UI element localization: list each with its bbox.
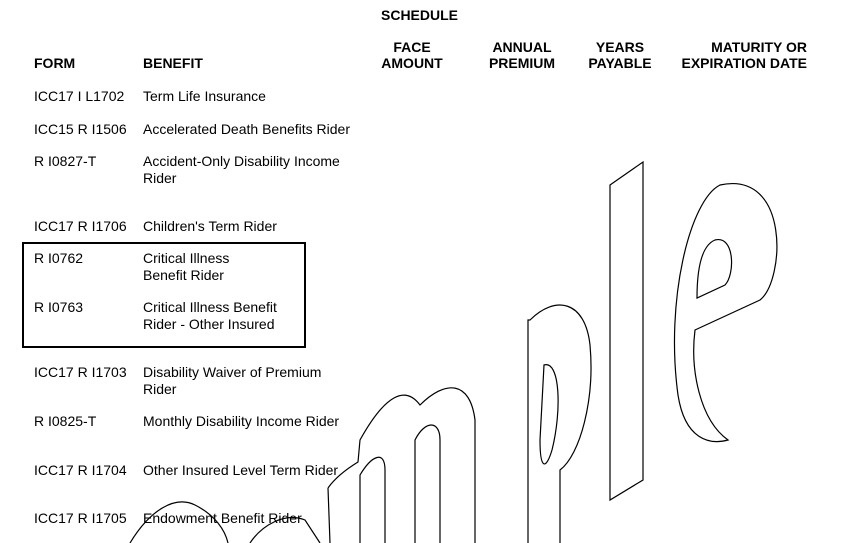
row-benefit-4: Children's Term Rider xyxy=(143,218,277,234)
row-benefit-9: Other Insured Level Term Rider xyxy=(143,462,339,478)
row-benefit-2: Accelerated Death Benefits Rider xyxy=(143,121,350,137)
row-benefit-3-line2: Rider xyxy=(143,170,177,186)
row-benefit-6-line2: Rider - Other Insured xyxy=(143,316,275,332)
header-annual-premium-line1: ANNUAL xyxy=(492,39,552,55)
header-maturity-line1: MATURITY OR xyxy=(711,39,807,55)
header-years-payable-line2: PAYABLE xyxy=(588,55,652,71)
row-benefit-3 xyxy=(143,153,340,187)
row-form-7: ICC17 R I1703 xyxy=(34,364,127,380)
row-benefit-7-line2: Rider xyxy=(143,381,177,397)
row-form-8: R I0825-T xyxy=(34,413,97,429)
schedule-title: SCHEDULE xyxy=(381,7,459,23)
header-years-payable-line1: YEARS xyxy=(595,39,645,55)
header-annual-premium xyxy=(481,39,563,71)
row-form-1: ICC17 I L1702 xyxy=(34,88,125,104)
row-form-9: ICC17 R I1704 xyxy=(34,462,127,478)
row-benefit-5-line2: Benefit Rider xyxy=(143,267,224,283)
row-form-6: R I0763 xyxy=(34,299,84,315)
row-benefit-3-line1: Accident-Only Disability Income xyxy=(143,153,340,169)
row-form-4: ICC17 R I1706 xyxy=(34,218,127,234)
row-benefit-5-line1: Critical Illness xyxy=(143,250,230,266)
row-form-3: R I0827-T xyxy=(34,153,97,169)
row-benefit-10: Endowment Benefit Rider xyxy=(143,510,302,526)
row-benefit-7-line1: Disability Waiver of Premium xyxy=(143,364,322,380)
row-benefit-1: Term Life Insurance xyxy=(143,88,266,104)
header-maturity-date xyxy=(670,39,807,71)
row-benefit-6-line1: Critical Illness Benefit xyxy=(143,299,277,315)
header-benefit: BENEFIT xyxy=(143,55,203,71)
header-annual-premium-line2: PREMIUM xyxy=(488,55,556,71)
header-form: FORM xyxy=(34,55,76,71)
row-benefit-8: Monthly Disability Income Rider xyxy=(143,413,340,429)
header-years-payable xyxy=(580,39,660,71)
header-face-amount xyxy=(372,39,452,71)
row-form-10: ICC17 R I1705 xyxy=(34,510,127,526)
row-form-5: R I0762 xyxy=(34,250,84,266)
header-face-amount-line2: AMOUNT xyxy=(381,55,443,71)
row-form-2: ICC15 R I1506 xyxy=(34,121,127,137)
row-benefit-5 xyxy=(143,250,229,284)
row-benefit-6 xyxy=(143,299,277,333)
header-face-amount-line1: FACE xyxy=(393,39,431,55)
row-benefit-7 xyxy=(143,364,321,398)
header-maturity-line2: EXPIRATION DATE xyxy=(681,55,807,71)
